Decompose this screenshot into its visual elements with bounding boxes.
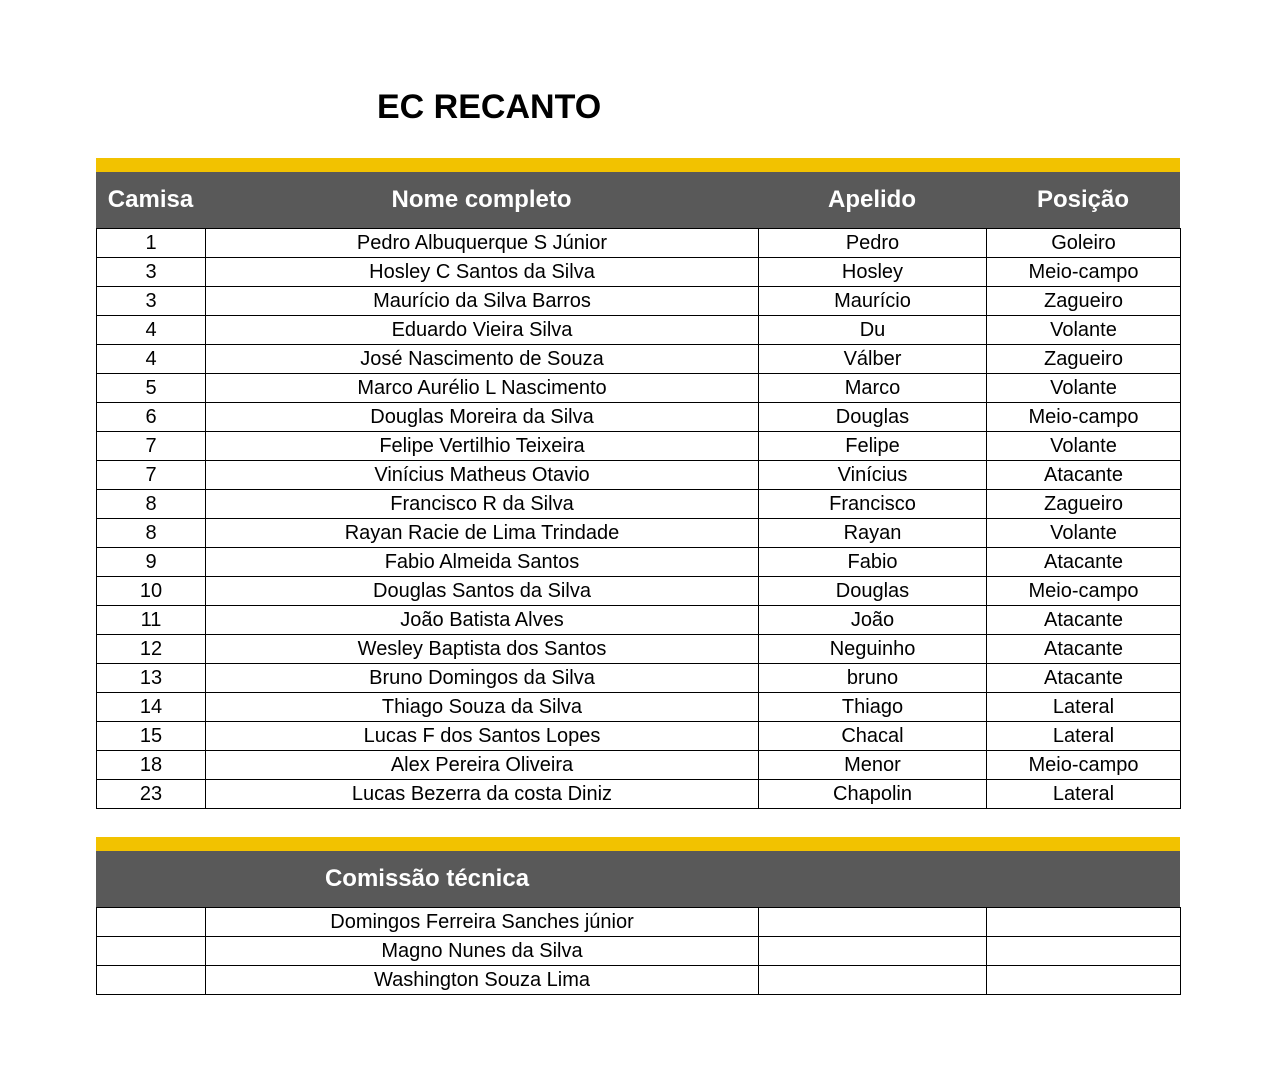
staff-row — [97, 937, 1181, 966]
cell-apelido — [759, 937, 987, 966]
cell-camisa: 18 — [97, 751, 206, 780]
players-section — [96, 158, 1180, 809]
player-row — [97, 316, 1181, 345]
cell-apelido: Marco — [759, 374, 987, 403]
cell-nome-completo: Alex Pereira Oliveira — [206, 751, 759, 780]
staff-header-row — [96, 851, 1180, 907]
cell-posicao — [987, 966, 1181, 995]
player-row — [97, 287, 1181, 316]
cell-apelido: Vinícius — [759, 461, 987, 490]
cell-posicao: Atacante — [987, 635, 1181, 664]
player-row — [97, 751, 1181, 780]
cell-apelido — [759, 908, 987, 937]
player-row — [97, 432, 1181, 461]
cell-nome-completo: Marco Aurélio L Nascimento — [206, 374, 759, 403]
player-row — [97, 490, 1181, 519]
cell-nome-completo: Vinícius Matheus Otavio — [206, 461, 759, 490]
player-row — [97, 635, 1181, 664]
player-row — [97, 664, 1181, 693]
cell-nome-completo: Maurício da Silva Barros — [206, 287, 759, 316]
cell-posicao: Zagueiro — [987, 345, 1181, 374]
cell-camisa: 23 — [97, 780, 206, 809]
player-row — [97, 780, 1181, 809]
cell-camisa: 11 — [97, 606, 206, 635]
cell-nome-completo: Felipe Vertilhio Teixeira — [206, 432, 759, 461]
cell-nome-completo: Pedro Albuquerque S Júnior — [206, 229, 759, 258]
cell-apelido: Francisco — [759, 490, 987, 519]
cell-nome-completo: Douglas Moreira da Silva — [206, 403, 759, 432]
cell-posicao: Volante — [987, 432, 1181, 461]
cell-nome-completo: Eduardo Vieira Silva — [206, 316, 759, 345]
player-row — [97, 374, 1181, 403]
cell-apelido: Chapolin — [759, 780, 987, 809]
cell-nome-completo: Hosley C Santos da Silva — [206, 258, 759, 287]
cell-nome-completo: Fabio Almeida Santos — [206, 548, 759, 577]
cell-camisa: 8 — [97, 490, 206, 519]
cell-apelido: Felipe — [759, 432, 987, 461]
cell-camisa: 14 — [97, 693, 206, 722]
cell-apelido: Du — [759, 316, 987, 345]
staff-row — [97, 966, 1181, 995]
cell-camisa: 3 — [97, 258, 206, 287]
accent-bar — [96, 158, 1180, 172]
cell-posicao: Atacante — [987, 606, 1181, 635]
cell-posicao — [987, 937, 1181, 966]
cell-apelido: Chacal — [759, 722, 987, 751]
cell-camisa: 12 — [97, 635, 206, 664]
player-row — [97, 461, 1181, 490]
header-comissao-tecnica: Comissão técnica — [324, 865, 530, 892]
cell-apelido: Hosley — [759, 258, 987, 287]
cell-camisa: 5 — [97, 374, 206, 403]
player-row — [97, 606, 1181, 635]
player-row — [97, 722, 1181, 751]
cell-camisa: 4 — [97, 345, 206, 374]
cell-nome-completo: Rayan Racie de Lima Trindade — [206, 519, 759, 548]
cell-nome-completo: Magno Nunes da Silva — [206, 937, 759, 966]
cell-apelido: bruno — [759, 664, 987, 693]
cell-nome-completo: Lucas F dos Santos Lopes — [206, 722, 759, 751]
player-row — [97, 519, 1181, 548]
cell-camisa: 7 — [97, 432, 206, 461]
cell-camisa: 6 — [97, 403, 206, 432]
cell-camisa: 13 — [97, 664, 206, 693]
cell-posicao: Volante — [987, 519, 1181, 548]
players-table — [96, 228, 1181, 809]
cell-nome-completo: José Nascimento de Souza — [206, 345, 759, 374]
player-row — [97, 345, 1181, 374]
cell-apelido: Pedro — [759, 229, 987, 258]
cell-nome-completo: João Batista Alves — [206, 606, 759, 635]
cell-posicao: Lateral — [987, 722, 1181, 751]
cell-apelido: Neguinho — [759, 635, 987, 664]
header-apelido: Apelido — [828, 186, 916, 213]
header-nome-completo: Nome completo — [391, 186, 572, 213]
cell-posicao: Meio-campo — [987, 751, 1181, 780]
cell-camisa: 3 — [97, 287, 206, 316]
cell-posicao: Zagueiro — [987, 287, 1181, 316]
cell-posicao: Goleiro — [987, 229, 1181, 258]
cell-apelido: Rayan — [759, 519, 987, 548]
cell-posicao: Lateral — [987, 780, 1181, 809]
cell-posicao: Atacante — [987, 664, 1181, 693]
staff-section — [96, 837, 1180, 995]
staff-table — [96, 907, 1181, 995]
cell-apelido: Thiago — [759, 693, 987, 722]
cell-nome-completo: Bruno Domingos da Silva — [206, 664, 759, 693]
cell-nome-completo: Francisco R da Silva — [206, 490, 759, 519]
staff-row — [97, 908, 1181, 937]
page-title: EC RECANTO — [377, 88, 602, 126]
player-row — [97, 403, 1181, 432]
cell-apelido: Douglas — [759, 577, 987, 606]
cell-nome-completo: Wesley Baptista dos Santos — [206, 635, 759, 664]
player-row — [97, 258, 1181, 287]
cell-apelido: João — [759, 606, 987, 635]
cell-camisa: 15 — [97, 722, 206, 751]
cell-posicao: Volante — [987, 316, 1181, 345]
cell-nome-completo: Thiago Souza da Silva — [206, 693, 759, 722]
cell-camisa: 1 — [97, 229, 206, 258]
cell-apelido: Maurício — [759, 287, 987, 316]
cell-camisa: 8 — [97, 519, 206, 548]
cell-camisa: 7 — [97, 461, 206, 490]
cell-camisa — [97, 908, 206, 937]
cell-apelido: Menor — [759, 751, 987, 780]
cell-posicao: Zagueiro — [987, 490, 1181, 519]
cell-nome-completo: Washington Souza Lima — [206, 966, 759, 995]
player-row — [97, 577, 1181, 606]
cell-apelido: Fabio — [759, 548, 987, 577]
cell-apelido: Válber — [759, 345, 987, 374]
cell-posicao: Volante — [987, 374, 1181, 403]
cell-nome-completo: Douglas Santos da Silva — [206, 577, 759, 606]
player-row — [97, 229, 1181, 258]
cell-camisa: 9 — [97, 548, 206, 577]
cell-posicao — [987, 908, 1181, 937]
cell-posicao: Meio-campo — [987, 577, 1181, 606]
player-row — [97, 548, 1181, 577]
cell-posicao: Atacante — [987, 461, 1181, 490]
cell-posicao: Lateral — [987, 693, 1181, 722]
cell-nome-completo: Domingos Ferreira Sanches júnior — [206, 908, 759, 937]
cell-posicao: Meio-campo — [987, 258, 1181, 287]
cell-camisa: 10 — [97, 577, 206, 606]
cell-apelido — [759, 966, 987, 995]
cell-posicao: Atacante — [987, 548, 1181, 577]
cell-camisa — [97, 937, 206, 966]
cell-camisa — [97, 966, 206, 995]
header-posicao: Posição — [1036, 186, 1130, 213]
players-header-row — [96, 172, 1180, 228]
accent-bar — [96, 837, 1180, 851]
player-row — [97, 693, 1181, 722]
header-camisa: Camisa — [107, 186, 194, 213]
cell-nome-completo: Lucas Bezerra da costa Diniz — [206, 780, 759, 809]
cell-camisa: 4 — [97, 316, 206, 345]
cell-posicao: Meio-campo — [987, 403, 1181, 432]
cell-apelido: Douglas — [759, 403, 987, 432]
